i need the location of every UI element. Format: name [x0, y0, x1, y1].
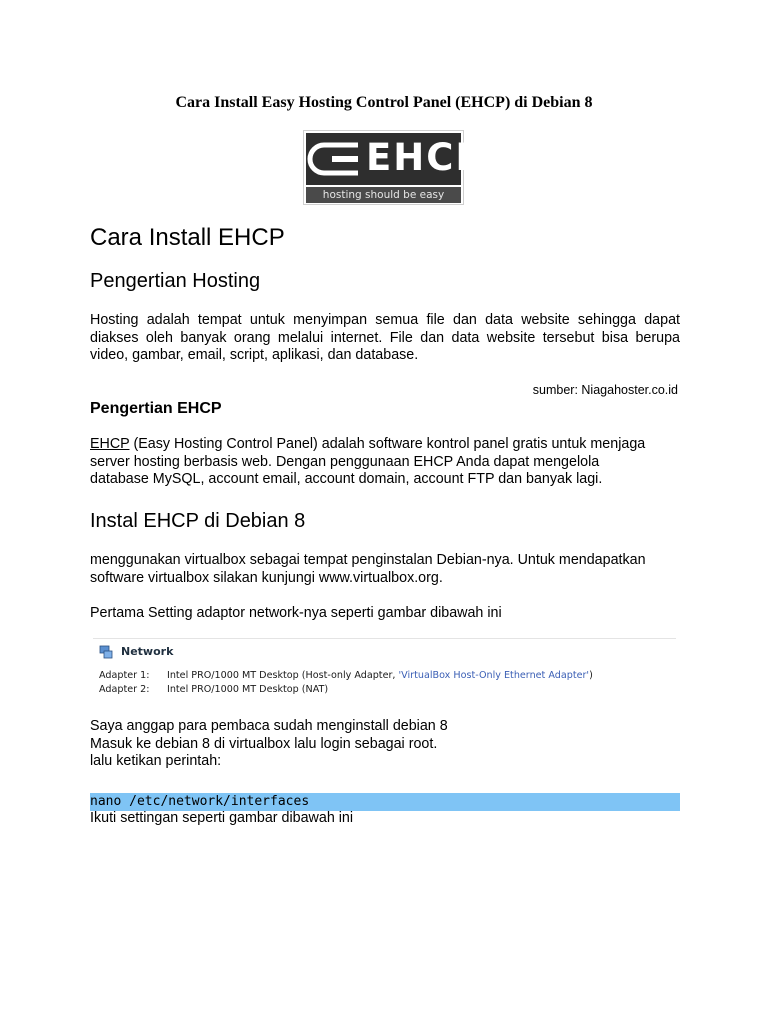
paragraph-step2	[90, 718, 680, 771]
ehcp-logo	[303, 130, 485, 205]
paragraph-line: menggunakan virtualbox sebagai tempat penginstalan Debian-nya. Untuk mendapatkan	[90, 552, 646, 568]
paragraph-step3	[90, 810, 680, 828]
logo-tagline: hosting should be easy	[306, 187, 461, 203]
document-title: Cara Install Easy Hosting Control Panel (EHCP) di Debian 8	[175, 94, 593, 111]
adapter-1-close: )	[589, 670, 593, 681]
paragraph-line: diakses oleh banyak orang melalui internet. File dan data website tersebut bisa berupa	[90, 329, 680, 346]
paragraph-line: server hosting berbasis web. Dengan penggunaan EHCP Anda dapat mengelola	[90, 453, 600, 470]
paragraph-line: Pertama Setting adaptor network-nya seperti gambar dibawah ini	[90, 605, 502, 621]
paragraph-step1	[90, 605, 680, 623]
adapter-1-row	[99, 670, 593, 681]
paragraph-line: video, gambar, email, script, aplikasi, dan database.	[90, 347, 419, 363]
adapter-1-value: Intel PRO/1000 MT Desktop (Host-only Adapter,	[167, 670, 399, 681]
command-text: nano /etc/network/interfaces	[90, 794, 310, 809]
network-settings-screenshot	[93, 638, 676, 701]
plug-icon	[306, 133, 366, 185]
ehcp-link[interactable]: EHCP	[90, 436, 130, 452]
paragraph-line: Hosting adalah tempat untuk menyimpan semua file dan data website sehingga dapat	[90, 312, 680, 328]
paragraph-intro	[90, 552, 680, 587]
main-heading: Cara Install EHCP	[90, 224, 285, 251]
adapter-2-value: Intel PRO/1000 MT Desktop (NAT)	[167, 684, 329, 695]
heading-instal-ehcp: Instal EHCP di Debian 8	[90, 510, 306, 532]
logo-banner	[306, 133, 485, 185]
paragraph-line: Masuk ke debian 8 di virtualbox lalu login sebagai root.	[90, 735, 438, 752]
paragraph-line	[90, 436, 680, 454]
paragraph-line: lalu ketikan perintah:	[90, 753, 222, 769]
network-adapter-icon	[99, 645, 113, 659]
adapter-1-name: 'VirtualBox Host-Only Ethernet Adapter'	[398, 670, 590, 681]
paragraph-line: Saya anggap para pembaca sudah menginstall debian 8	[90, 718, 448, 734]
ehcp-definition: (Easy Hosting Control Panel) adalah software kontrol panel gratis untuk menjaga	[129, 436, 646, 452]
logo-brand: EHCP	[366, 136, 485, 179]
paragraph-line: Ikuti settingan seperti gambar dibawah ini	[90, 810, 354, 826]
paragraph-line: software virtualbox silakan kunjungi www.virtualbox.org.	[90, 569, 443, 586]
paragraph-hosting	[90, 312, 680, 365]
paragraph-ehcp	[90, 436, 680, 489]
paragraph-line: database MySQL, account email, account domain, account FTP dan banyak lagi.	[90, 471, 603, 487]
heading-pengertian-ehcp: Pengertian EHCP	[90, 400, 222, 417]
source-citation: sumber: Niagahoster.co.id	[532, 383, 678, 397]
screenshot-heading: Network	[121, 645, 174, 658]
adapter-1-label: Adapter 1:	[99, 670, 150, 681]
adapter-2-label: Adapter 2:	[99, 684, 150, 695]
adapter-2-row	[99, 684, 328, 695]
heading-pengertian-hosting: Pengertian Hosting	[90, 270, 261, 292]
